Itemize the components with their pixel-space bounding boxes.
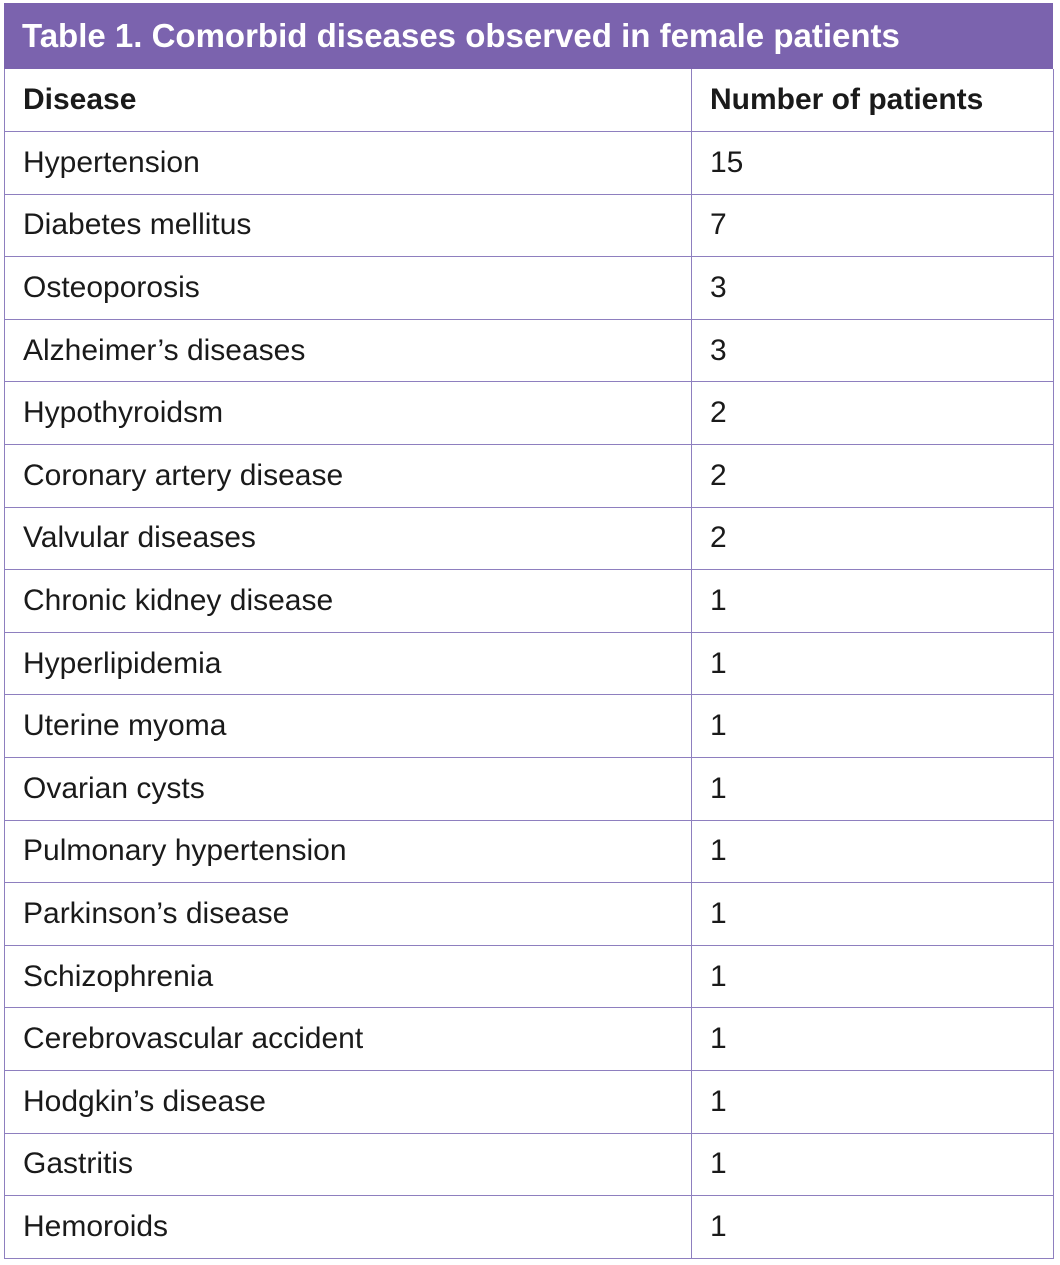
count-cell: 1	[692, 820, 1054, 883]
count-cell: 1	[692, 758, 1054, 821]
column-header-disease: Disease	[5, 69, 692, 132]
table-row	[5, 445, 1054, 508]
table-row	[5, 132, 1054, 195]
disease-cell: Hypertension	[5, 132, 692, 195]
table-title: Table 1. Comorbid diseases observed in female patients	[4, 3, 1053, 69]
count-cell: 15	[692, 132, 1054, 195]
count-cell: 2	[692, 445, 1054, 508]
count-cell: 1	[692, 695, 1054, 758]
count-cell: 1	[692, 632, 1054, 695]
table-row	[5, 883, 1054, 946]
column-header-number-of-patients: Number of patients	[692, 69, 1054, 132]
table-row	[5, 1071, 1054, 1134]
disease-cell: Chronic kidney disease	[5, 570, 692, 633]
disease-cell: Parkinson’s disease	[5, 883, 692, 946]
disease-cell: Diabetes mellitus	[5, 194, 692, 257]
count-cell: 3	[692, 257, 1054, 320]
table-row	[5, 319, 1054, 382]
disease-cell: Hyperlipidemia	[5, 632, 692, 695]
table-row	[5, 570, 1054, 633]
count-cell: 2	[692, 507, 1054, 570]
comorbidity-table	[4, 3, 1053, 1259]
table-row	[5, 257, 1054, 320]
disease-cell: Gastritis	[5, 1133, 692, 1196]
table-row	[5, 945, 1054, 1008]
disease-cell: Valvular diseases	[5, 507, 692, 570]
disease-cell: Pulmonary hypertension	[5, 820, 692, 883]
count-cell: 1	[692, 1196, 1054, 1259]
data-table	[4, 69, 1054, 1259]
table-row	[5, 194, 1054, 257]
disease-cell: Uterine myoma	[5, 695, 692, 758]
count-cell: 1	[692, 1008, 1054, 1071]
header-row	[5, 69, 1054, 132]
table-row	[5, 695, 1054, 758]
table-row	[5, 1133, 1054, 1196]
disease-cell: Osteoporosis	[5, 257, 692, 320]
count-cell: 1	[692, 570, 1054, 633]
table-row	[5, 632, 1054, 695]
disease-cell: Cerebrovascular accident	[5, 1008, 692, 1071]
count-cell: 2	[692, 382, 1054, 445]
disease-cell: Alzheimer’s diseases	[5, 319, 692, 382]
table-row	[5, 820, 1054, 883]
count-cell: 7	[692, 194, 1054, 257]
count-cell: 1	[692, 1071, 1054, 1134]
table-row	[5, 382, 1054, 445]
count-cell: 1	[692, 1133, 1054, 1196]
count-cell: 1	[692, 945, 1054, 1008]
disease-cell: Hodgkin’s disease	[5, 1071, 692, 1134]
count-cell: 1	[692, 883, 1054, 946]
count-cell: 3	[692, 319, 1054, 382]
table-row	[5, 1008, 1054, 1071]
disease-cell: Hypothyroidsm	[5, 382, 692, 445]
disease-cell: Ovarian cysts	[5, 758, 692, 821]
table-row	[5, 507, 1054, 570]
disease-cell: Coronary artery disease	[5, 445, 692, 508]
disease-cell: Schizophrenia	[5, 945, 692, 1008]
table-row	[5, 758, 1054, 821]
disease-cell: Hemoroids	[5, 1196, 692, 1259]
table-row	[5, 1196, 1054, 1259]
